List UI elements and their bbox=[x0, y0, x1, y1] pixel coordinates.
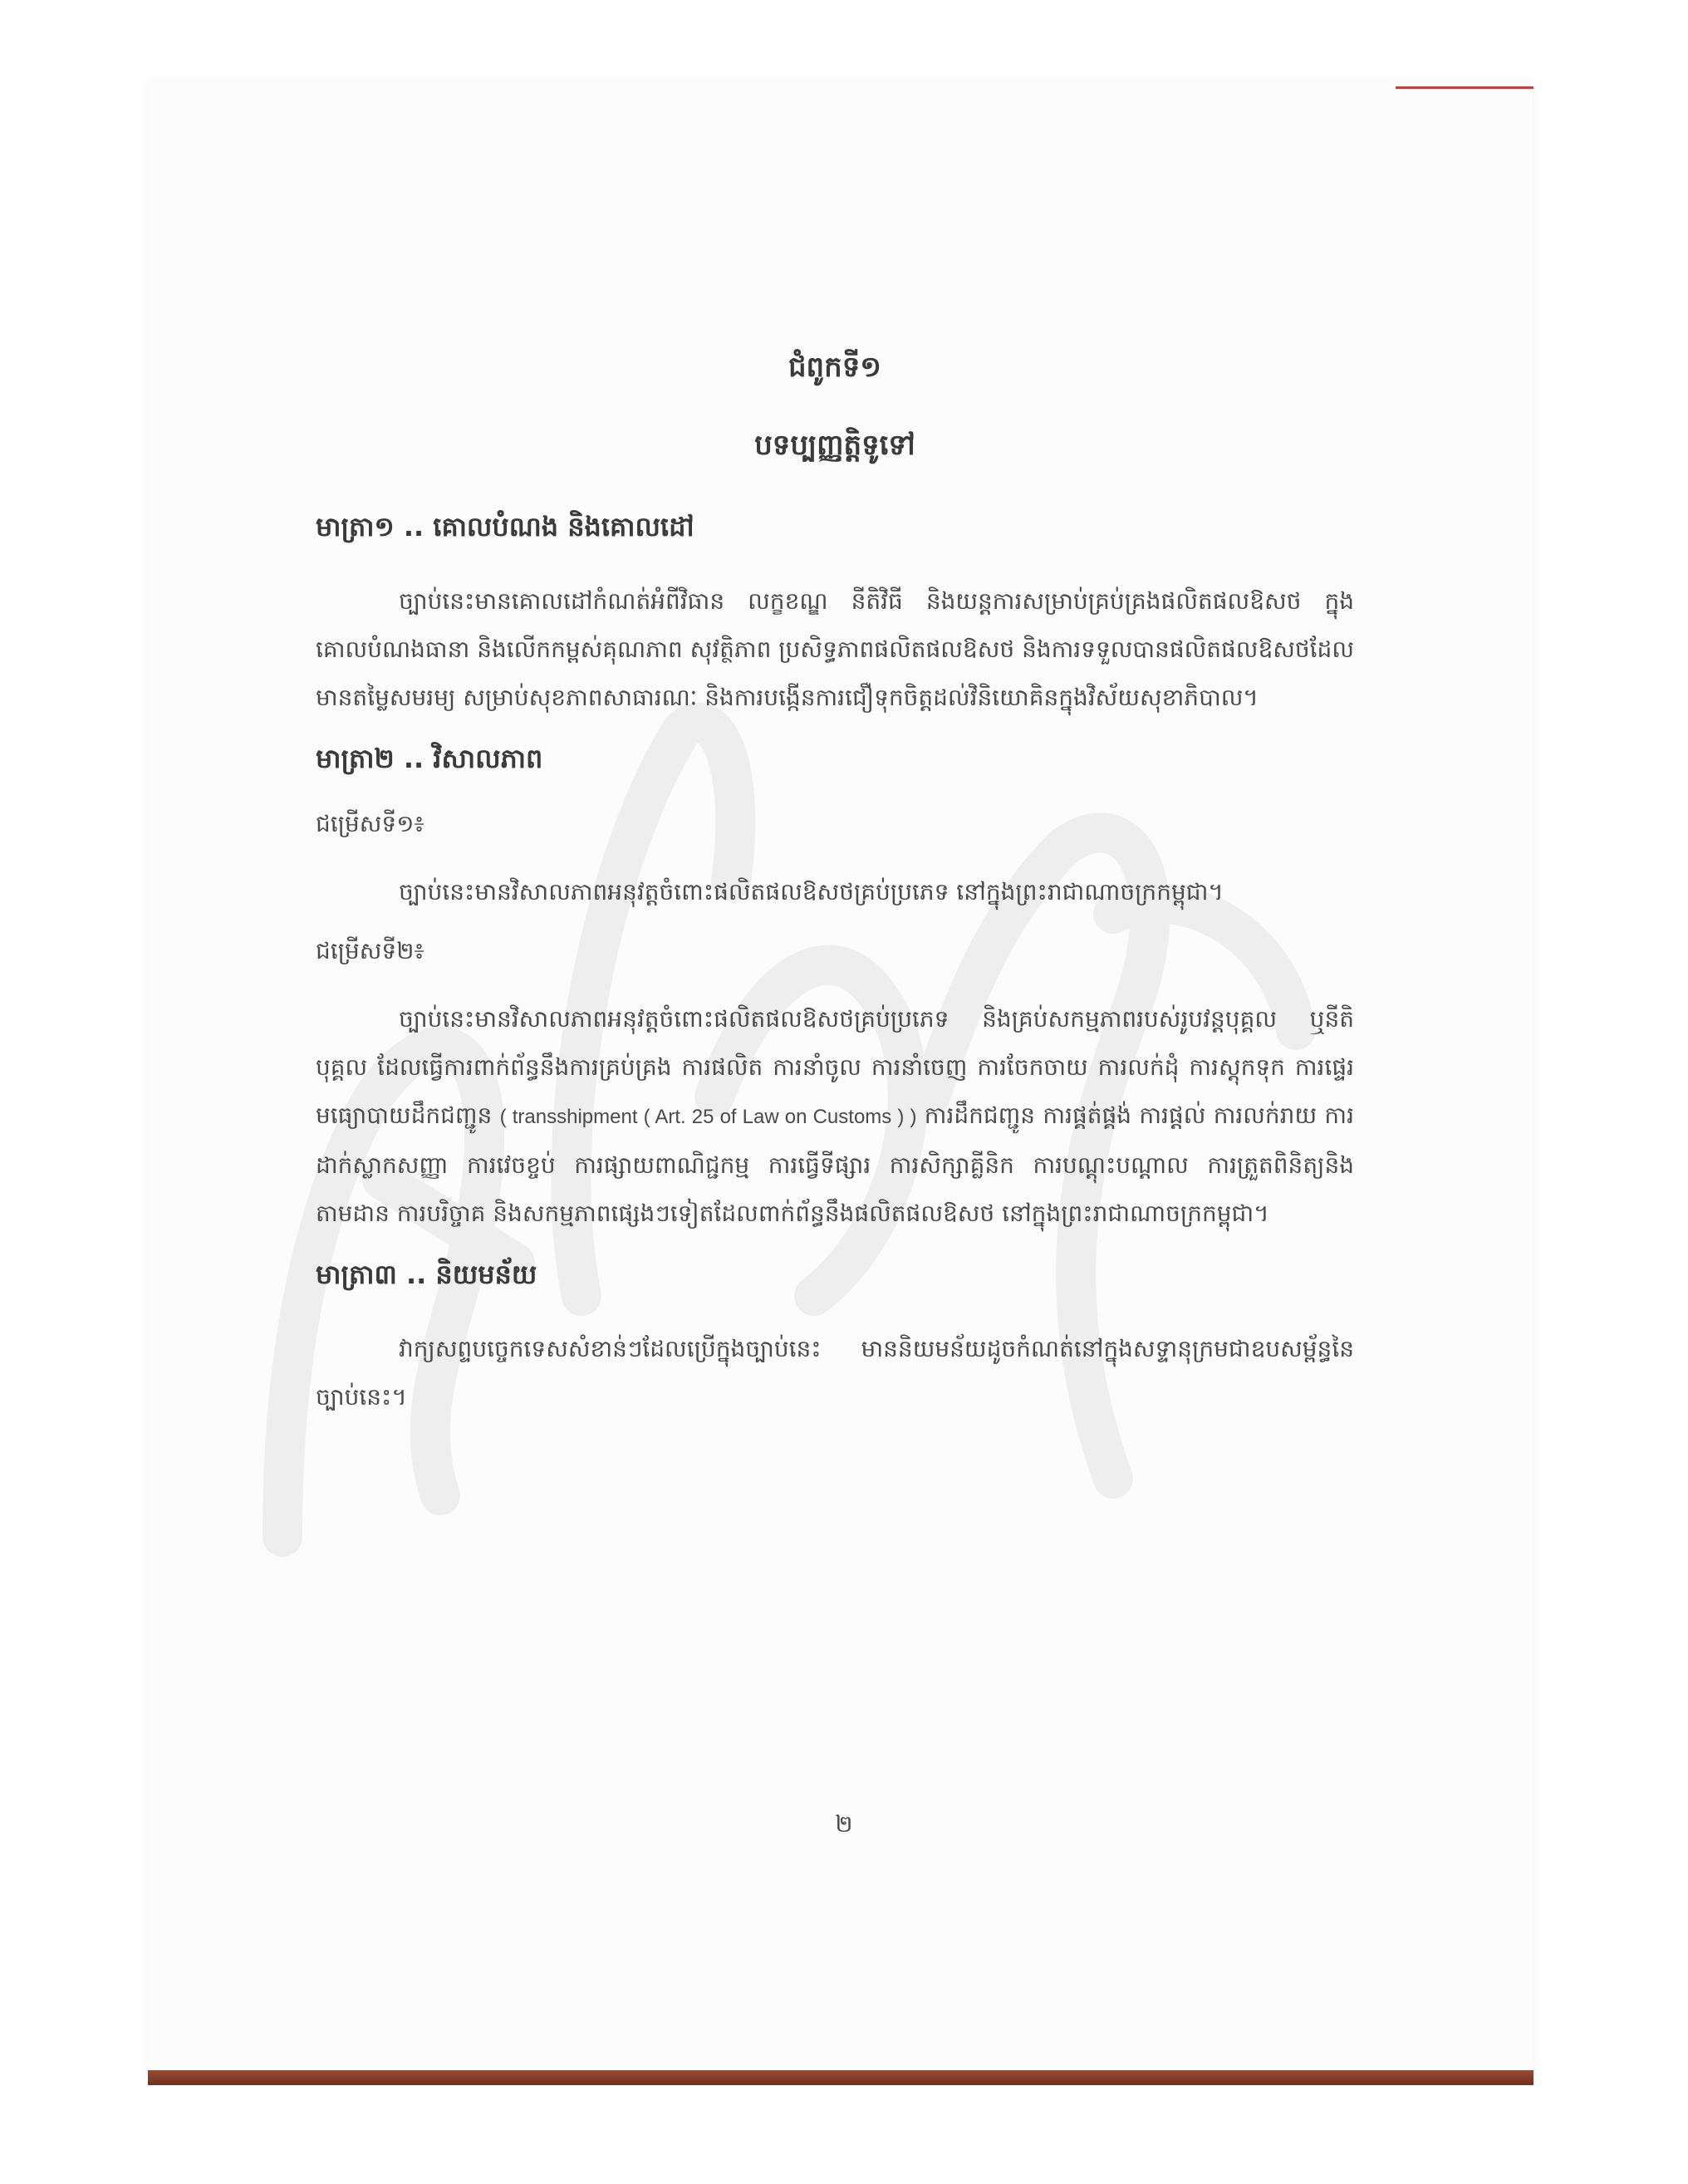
option-2-english-reference: ( transshipment ( Art. 25 of Law on Customs ) ) bbox=[499, 1106, 917, 1128]
article-3-heading: មាត្រា៣ .. និយមន័យ bbox=[316, 1259, 537, 1290]
option-2-label: ជម្រើសទី២៖ bbox=[316, 937, 424, 964]
article-1-paragraph: ច្បាប់នេះមានគោលដៅកំណត់អំពីវិធាន លក្ខខណ្ឌ នីតិវិធី និងយន្តការសម្រាប់គ្រប់គ្រងផលិតផលឱសថ ក្នុងគោលបំណងធានា និងលើកកម្ពស់គុណភាព សុវត្ថិភាព ប្រសិទ្ធភាពផលិតផលឱសថ និងការទទួលបានផលិតផលឱសថដែលមានតម្លៃសមរម្យ សម្រាប់សុខភាពសាធារណៈ និងការបង្កើនការជឿទុកចិត្តដល់វិនិយោគិនក្នុងវិស័យសុខាភិបាល។ bbox=[316, 587, 1354, 711]
article-1-heading: មាត្រា១ .. គោលបំណង និងគោលដៅ bbox=[316, 511, 694, 542]
option-2-text-after: ការដឹកជញ្ជូន ការផ្គត់ផ្គង់ ការផ្តល់ ការលក់រាយ ការដាក់ស្លាកសញ្ញា ការវេចខ្ចប់ ការផ្សាយពាណិជ្ជកម្ម ការធ្វើទីផ្សារ ការសិក្សាគ្លីនិក ការបណ្តុះបណ្តាល ការត្រួតពិនិត្យនិងតាមដាន ការបរិច្ចាគ និងសកម្មភាពផ្សេងៗទៀតដែលពាក់ព័ន្ធនឹងផលិតផលឱសថ នៅក្នុងព្រះរាជាណាចក្រកម្ពុជា។ bbox=[316, 1102, 1354, 1227]
chapter-title: បទប្បញ្ញត្តិទូទៅ bbox=[754, 429, 915, 462]
chapter-number: ជំពូកទី១ bbox=[788, 351, 882, 384]
bottom-edge-bar bbox=[148, 2070, 1533, 2085]
option-1-text: ច្បាប់នេះមានវិសាលភាពអនុវត្តចំពោះផលិតផលឱសថគ្រប់ប្រភេទ នៅក្នុងព្រះរាជាណាចក្រកម្ពុជា។ bbox=[399, 878, 1224, 906]
option-2-text-before: ច្បាប់នេះមានវិសាលភាពអនុវត្តចំពោះផលិតផលឱសថគ្រប់ប្រភេទ និងគ្រប់សកម្មភាពរបស់រូបវន្តបុគ្គល ឬនីតិបុគ្គល ដែលធ្វើការពាក់ព័ន្ធនឹងការគ្រប់គ្រង ការផលិត ការនាំចូល ការនាំចេញ ការចែកចាយ ការលក់ដុំ ការស្តុកទុក ការផ្ទេរមធ្យោបាយដឹកជញ្ជូន bbox=[316, 1005, 1354, 1129]
article-3-paragraph: វាក្យសព្ទបច្ចេកទេសសំខាន់ៗដែលប្រើក្នុងច្បាប់នេះ មាននិយមន័យដូចកំណត់នៅក្នុងសទ្ទានុក្រមជាឧបសម្ព័ន្ធនៃច្បាប់នេះ។ bbox=[316, 1335, 1354, 1411]
page-number: ២ bbox=[835, 1810, 853, 1838]
option-1-label: ជម្រើសទី១៖ bbox=[316, 810, 424, 837]
option-2-text bbox=[316, 995, 1354, 1238]
document-body bbox=[316, 349, 1354, 1441]
top-edge-line bbox=[1396, 86, 1533, 89]
article-2-heading: មាត្រា២ .. វិសាលភាព bbox=[316, 743, 543, 774]
